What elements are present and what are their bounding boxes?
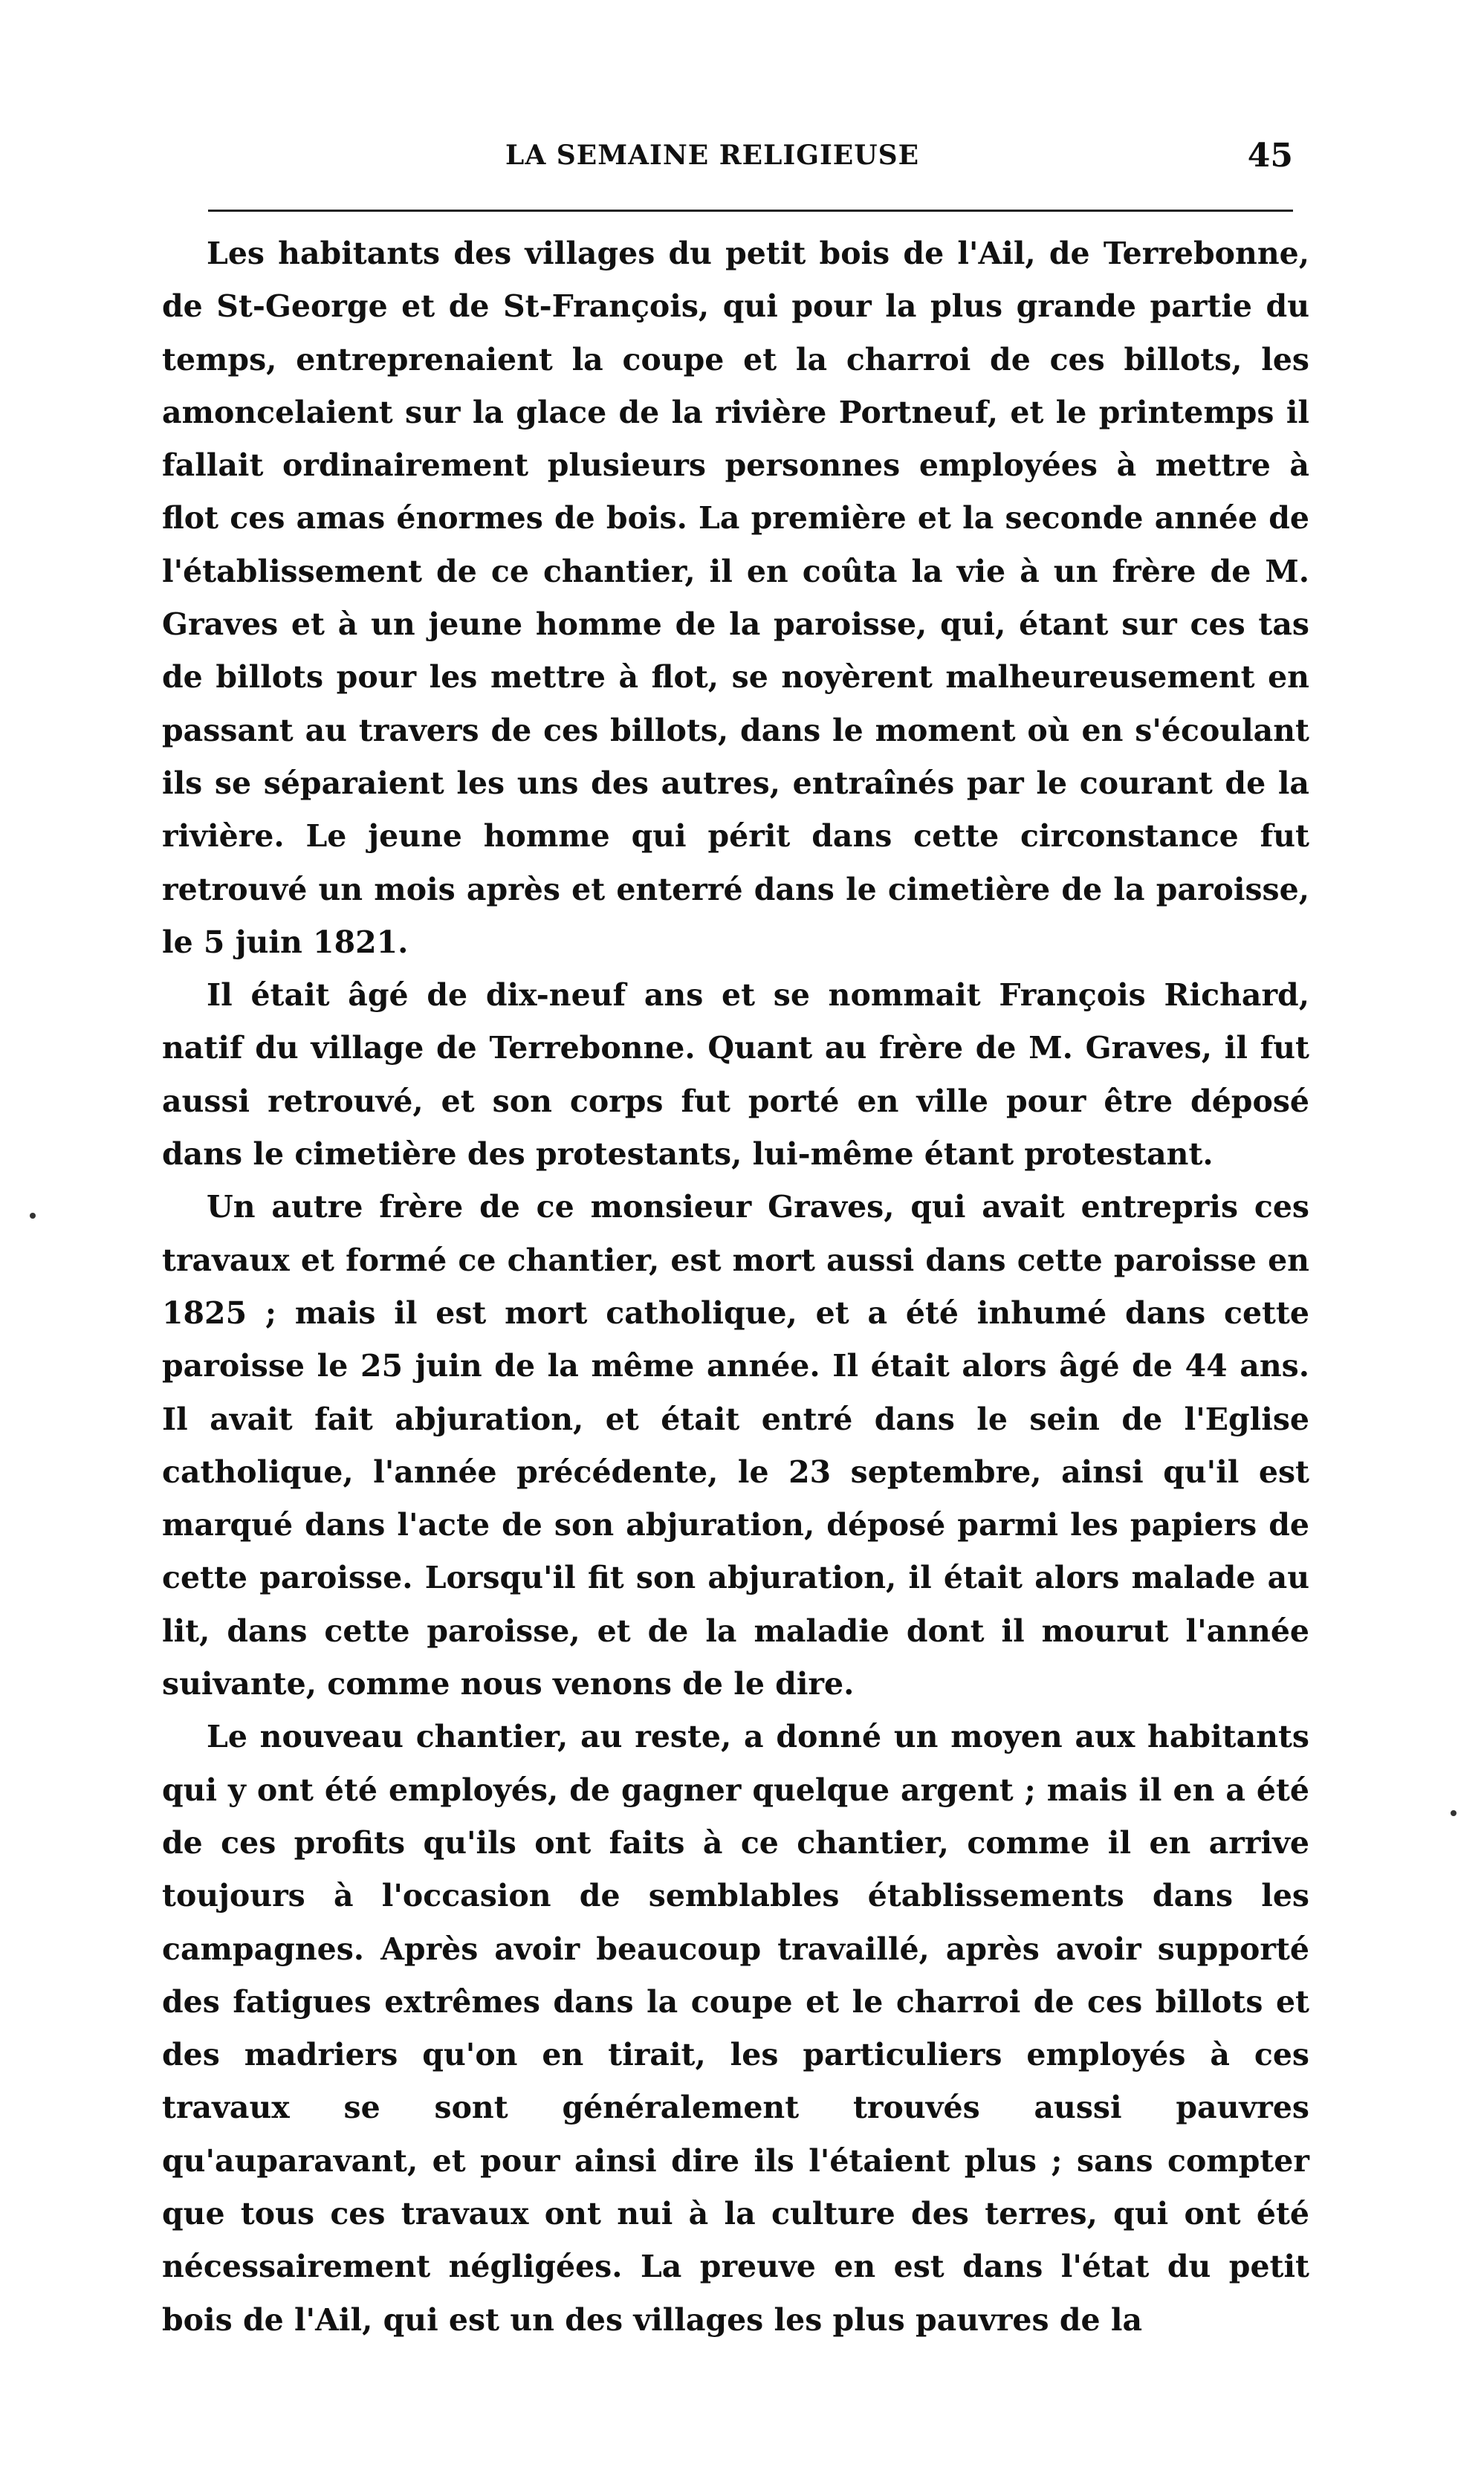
- paragraph: Le nouveau chantier, au reste, a donné un moyen aux habitants qui y ont été employés, de gagner quelque argent ; mais il en a été de ces profits qu'ils ont faits à ce chantier, comme il en arrive toujours à l'occasion de semblables établissements dans les campagnes. Après avoir beaucoup travaillé, après avoir supporté des fatigues extrêmes dans la coupe et le charroi de ces billots et des madriers qu'on en tirait, les particuliers employés à ces travaux se sont généralement trouvés aussi pauvres qu'auparavant, et pour ainsi dire ils l'étaient plus ; sans compter que tous ces travaux ont nui à la culture des terres, qui ont été nécessairement négligées. La preuve en est dans l'état du petit bois de l'Ail, qui est un des villages les plus pauvres de la: [162, 1719, 1309, 2338]
- running-title: LA SEMAINE RELIGIEUSE: [505, 140, 920, 171]
- body-text: [162, 227, 1309, 2347]
- paragraph: Un autre frère de ce monsieur Graves, qui avait entrepris ces travaux et formé ce chantier, est mort aussi dans cette paroisse en 1825 ; mais il est mort catholique, et a été inhumé dans cette paroisse le 25 juin de la même année. Il était alors âgé de 44 ans. Il avait fait abjuration, et était entré dans le sein de l'Eglise catholique, l'année précédente, le 23 septembre, ainsi qu'il est marqué dans l'acte de son abjuration, déposé parmi les papiers de cette paroisse. Lorsqu'il fit son abjuration, il était alors malade au lit, dans cette paroisse, et de la maladie dont il mourut l'année suivante, comme nous venons de le dire.: [162, 1189, 1309, 1702]
- paragraph: Les habitants des villages du petit bois de l'Ail, de Terrebonne, de St-George et de St-François, qui pour la plus grande partie du temps, entreprenaient la coupe et la charroi de ces billots, les amoncelaient sur la glace de la rivière Portneuf, et le printemps il fallait ordinairement plusieurs personnes employées à mettre à flot ces amas énormes de bois. La première et la seconde année de l'établissement de ce chantier, il en coûta la vie à un frère de M. Graves et à un jeune homme de la paroisse, qui, étant sur ces tas de billots pour les mettre à flot, se noyèrent malheureusement en passant au travers de ces billots, dans le moment où en s'écoulant ils se séparaient les uns des autres, entraînés par le courant de la rivière. Le jeune homme qui périt dans cette circonstance fut retrouvé un mois après et enterré dans le cimetière de la paroisse, le 5 juin 1821.: [162, 236, 1309, 960]
- print-speck: [1451, 1810, 1457, 1816]
- page-header: [208, 137, 1293, 184]
- paragraph: Il était âgé de dix-neuf ans et se nommait François Richard, natif du village de Terrebonne. Quant au frère de M. Graves, il fut aussi retrouvé, et son corps fut porté en ville pour être déposé dans le cimetière des protestants, lui-même étant protestant.: [162, 977, 1309, 1173]
- header-rule: [208, 210, 1293, 212]
- print-speck: [30, 1213, 36, 1219]
- page-number: 45: [1247, 137, 1293, 175]
